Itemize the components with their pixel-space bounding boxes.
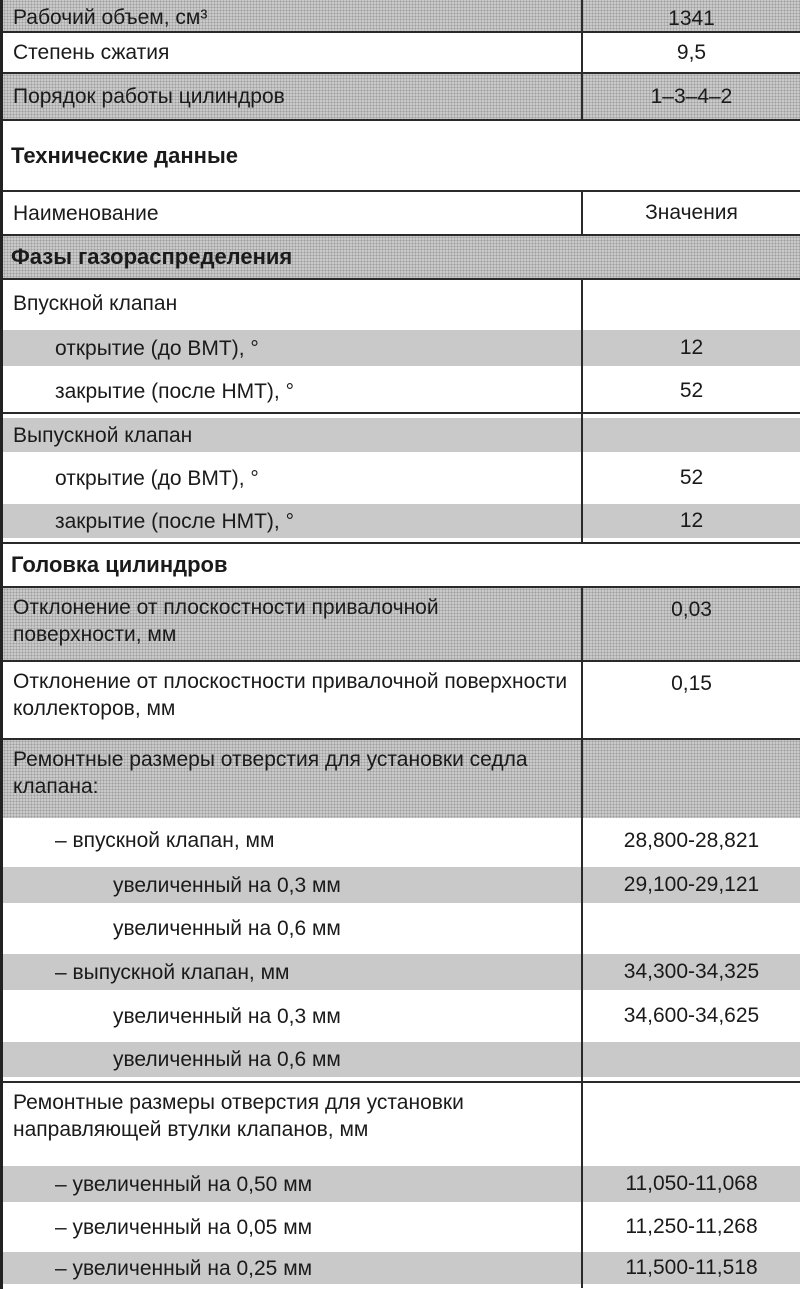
row-value: 34,600-34,625 [623, 1004, 760, 1027]
row-value [583, 1038, 800, 1081]
table-row [3, 1248, 800, 1288]
column-header-name: Наименование [3, 192, 583, 234]
row-label: Ремонтные размеры отверстия для установки направляющей втулки клапанов, мм [3, 1083, 583, 1162]
row-value: 34,300-34,325 [623, 960, 760, 983]
table-row [3, 33, 800, 74]
row-label: закрытие (после НМТ), ° [3, 500, 583, 542]
table-row [3, 370, 800, 414]
table-row [3, 280, 800, 326]
row-value: 52 [679, 466, 704, 489]
row-value: 12 [679, 509, 704, 532]
row-value [583, 280, 800, 326]
row-value [583, 907, 800, 950]
table-header-row [3, 192, 800, 236]
table-row [3, 74, 800, 121]
row-value: 11,500-11,518 [625, 1256, 758, 1279]
row-label: Степень сжатия [3, 33, 583, 72]
row-label: Отклонение от плоскостности привалочной поверхности, мм [3, 588, 583, 660]
row-label: открытие (до ВМТ), ° [3, 456, 583, 500]
row-label: закрытие (после НМТ), ° [3, 370, 583, 412]
page-title: Технические данные [11, 142, 238, 168]
row-label: увеличенный на 0,6 мм [3, 907, 583, 950]
row-value [583, 740, 800, 818]
table-row [3, 1083, 800, 1162]
table-row [3, 588, 800, 662]
row-label: Отклонение от плоскостности привалочной поверхности коллекторов, мм [3, 662, 583, 738]
row-label: Порядок работы цилиндров [3, 74, 583, 119]
section-row [3, 544, 800, 588]
row-label: увеличенный на 0,3 мм [3, 863, 583, 907]
row-label: – увеличенный на 0,50 мм [3, 1162, 583, 1206]
section-title: Головка цилиндров [11, 552, 228, 577]
row-value: 28,800-28,821 [623, 828, 760, 852]
row-value: 1–3–4–2 [650, 84, 733, 108]
row-label: – увеличенный на 0,25 мм [3, 1248, 583, 1288]
table-row [3, 950, 800, 994]
table-row [3, 0, 800, 33]
row-value: 29,100-29,121 [623, 873, 760, 896]
table-section-title [3, 121, 800, 192]
table-row [3, 456, 800, 500]
row-label: увеличенный на 0,6 мм [3, 1038, 583, 1081]
row-label: – увеличенный на 0,05 мм [3, 1206, 583, 1248]
row-value: 52 [679, 379, 704, 402]
row-value [583, 1083, 800, 1162]
row-value: 12 [679, 336, 704, 359]
row-value: 0,15 [671, 672, 712, 695]
row-label: увеличенный на 0,3 мм [3, 994, 583, 1038]
row-label: – выпускной клапан, мм [3, 950, 583, 994]
table-row [3, 1162, 800, 1206]
table-row [3, 414, 800, 456]
row-label: Выпускной клапан [3, 414, 583, 456]
table-row [3, 994, 800, 1038]
table-row [3, 326, 800, 370]
row-label: – впускной клапан, мм [3, 818, 583, 863]
table-row [3, 907, 800, 950]
section-title: Фазы газораспределения [11, 244, 293, 269]
row-value: 1341 [668, 7, 715, 30]
row-value [583, 414, 800, 456]
table-row [3, 662, 800, 740]
table-row [3, 818, 800, 863]
table-row [3, 863, 800, 907]
table-row [3, 1206, 800, 1248]
row-value: 11,050-11,068 [625, 1172, 758, 1195]
row-value: 11,250-11,268 [625, 1215, 758, 1238]
row-value: 0,03 [671, 598, 712, 621]
row-label: открытие (до ВМТ), ° [3, 326, 583, 370]
row-label: Ремонтные размеры отверстия для установки седла клапана: [3, 740, 583, 818]
row-label: Рабочий объем, см³ [3, 0, 583, 31]
row-value: 9,5 [676, 40, 707, 64]
column-header-value: Значения [645, 201, 738, 224]
table-row [3, 1038, 800, 1083]
row-label: Впускной клапан [3, 280, 583, 326]
table-row [3, 500, 800, 544]
table-row [3, 740, 800, 818]
section-row [3, 236, 800, 280]
